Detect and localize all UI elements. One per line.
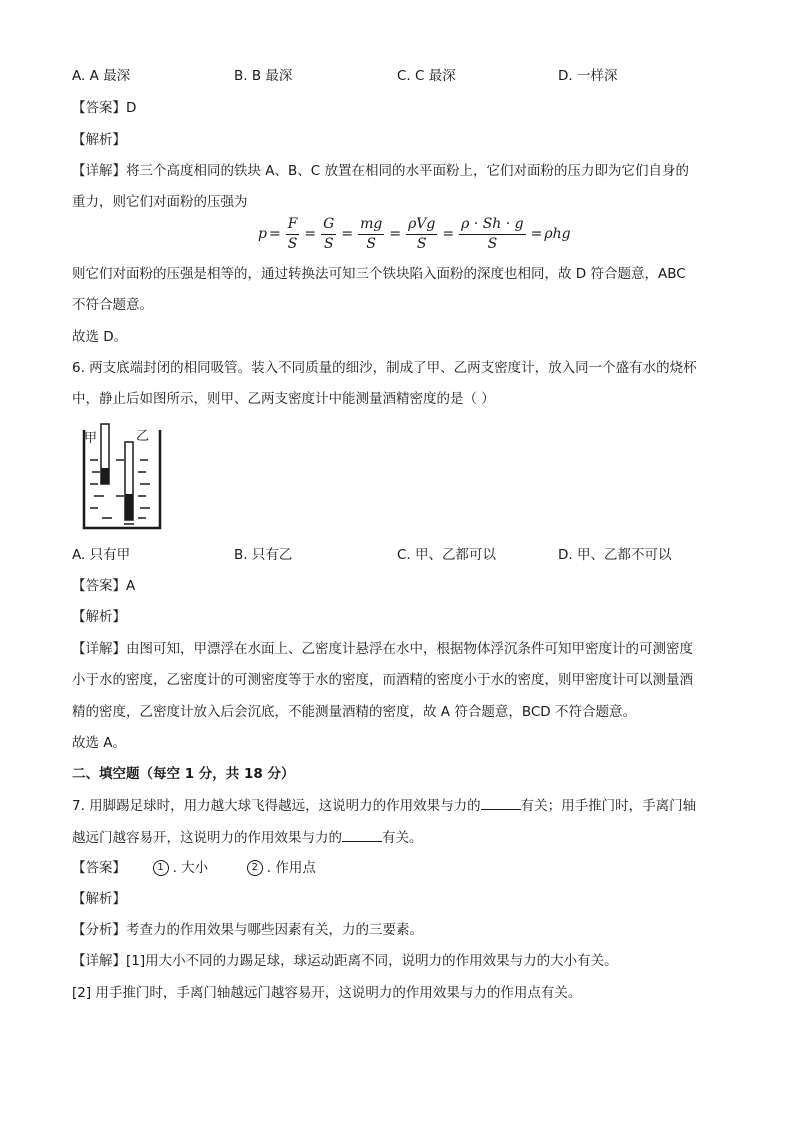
q5-analysis-label: 【解析】 xyxy=(72,132,126,148)
fraction-mg-over-s: $\frac{mg}{S}$ xyxy=(360,215,383,252)
formula-p: p xyxy=(258,226,267,242)
beaker-hydrometer-figure xyxy=(80,420,170,536)
q6-detail-line-1: 【详解】由图可知，甲漂浮在水面上、乙密度计悬浮在水中，根据物体浮沉条件可知甲密度计的可测密度 xyxy=(72,641,693,657)
q5-option-a: A. A 最深 xyxy=(72,68,131,84)
q7-stem-line-1: 7. 用脚踢足球时，用力越大球飞得越远，这说明力的作用效果与力的 有关；用手推门时，手离门轴 xyxy=(72,795,696,816)
q6-answer: 【答案】A xyxy=(72,578,136,594)
q7-blank-1 xyxy=(481,795,521,810)
fraction-rhoshg-over-s: $\frac{\rho \cdot Sh \cdot g}{S}$ xyxy=(461,215,524,252)
q5-option-b: B. B 最深 xyxy=(234,68,293,84)
figure-label-yi: 乙 xyxy=(136,429,150,444)
q5-answer: 【答案】D xyxy=(72,100,137,116)
pressure-formula: p = $\frac{F}{S}$ = $\frac{G}{S}$ = $\frac{mg}{S}$ = $\frac{\text{ρVg}}{S}$ = $\frac{\rho \cdot Sh \cdot g}{S}$ = ρhg xyxy=(258,215,571,252)
q7-stem-line-2: 越远门越容易开，这说明力的作用效果与力的 有关。 xyxy=(72,827,423,848)
q7-blank-2 xyxy=(342,827,382,842)
q5-detail-line-3: 则它们对面粉的压强是相等的，通过转换法可知三个铁块陷入面粉的深度也相同，故 D 符合题意，ABC xyxy=(72,266,686,282)
q6-analysis-label: 【解析】 xyxy=(72,609,126,625)
q6-detail-line-3: 精的密度，乙密度计放入后会沉底，不能测量酒精的密度，故 A 符合题意，BCD 不符合题意。 xyxy=(72,704,636,720)
section-heading-fill-in: 二、填空题（每空 1 分，共 18 分） xyxy=(72,766,295,782)
q6-stem-line-1: 6. 两支底端封闭的相同吸管。装入不同质量的细沙，制成了甲、乙两支密度计，放入同一个盛有水的烧杯 xyxy=(72,360,697,376)
formula-result: ρhg xyxy=(544,226,571,242)
q7-detail-line-1: 【详解】[1]用大小不同的力踢足球，球运动距离不同，说明力的作用效果与力的大小有关。 xyxy=(72,953,618,969)
beaker-diagram xyxy=(80,420,170,532)
q7-fenxi: 【分析】考查力的作用效果与哪些因素有关，力的三要素。 xyxy=(72,922,423,938)
q6-option-d: D. 甲、乙都不可以 xyxy=(558,547,672,563)
q6-option-a: A. 只有甲 xyxy=(72,547,131,563)
q5-detail-line-2: 重力，则它们对面粉的压强为 xyxy=(72,194,248,210)
figure-label-jia: 甲 xyxy=(84,431,98,446)
q6-stem-line-2: 中，静止后如图所示，则甲、乙两支密度计中能测量酒精密度的是（ ） xyxy=(72,391,495,407)
fraction-f-over-s: $\frac{F}{S}$ xyxy=(287,215,298,252)
q6-option-c: C. 甲、乙都可以 xyxy=(397,547,497,563)
q6-option-b: B. 只有乙 xyxy=(234,547,293,563)
formula-equals: = xyxy=(268,226,281,242)
q5-option-d: D. 一样深 xyxy=(558,68,618,84)
fraction-rhovg-over-s: $\frac{\text{ρVg}}{S}$ xyxy=(408,215,436,252)
q5-detail-line-4: 不符合题意。 xyxy=(72,297,153,313)
q5-conclusion: 故选 D。 xyxy=(72,329,128,345)
q6-detail-line-2: 小于水的密度，乙密度计的可测密度等于水的密度，而酒精的密度小于水的密度，则甲密度计可以测量酒 xyxy=(72,672,693,688)
answer-number-1: 1 xyxy=(153,860,169,876)
q6-conclusion: 故选 A。 xyxy=(72,735,127,751)
fraction-g-over-s: $\frac{G}{S}$ xyxy=(323,215,335,252)
q7-detail-line-2: [2] 用手推门时，手离门轴越远门越容易开，这说明力的作用效果与力的作用点有关。 xyxy=(72,985,582,1001)
q5-detail-line-1: 【详解】将三个高度相同的铁块 A、B、C 放置在相同的水平面粉上，它们对面粉的压力即为它们自身的 xyxy=(72,163,690,179)
q7-answer: 【答案】 1 . 大小 2 . 作用点 xyxy=(72,860,316,876)
q5-option-c: C. C 最深 xyxy=(397,68,456,84)
q7-analysis-label: 【解析】 xyxy=(72,891,126,907)
answer-number-2: 2 xyxy=(247,860,263,876)
